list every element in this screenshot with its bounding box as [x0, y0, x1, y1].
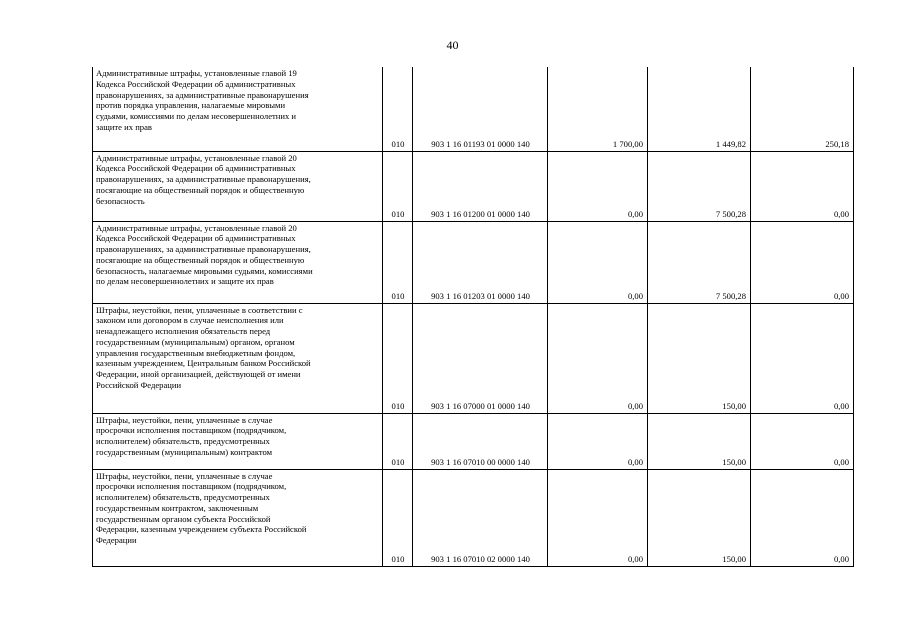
row-approved-cell: 0,00: [548, 469, 648, 566]
row-line-code-cell: 010: [383, 151, 413, 221]
row-approved-cell: 0,00: [548, 151, 648, 221]
row-name-cell: Административные штрафы, установленные главой 20 Кодекса Российской Федерации об административных правонарушениях, за административные правонарушения, посягающие на общественный порядок и общественную безопасность, налагаемые мировыми судьями, комиссиями по делам несовершеннолетних и защите их прав: [93, 221, 383, 303]
row-unexecuted-cell: 0,00: [751, 221, 854, 303]
row-name-cell: Штрафы, неустойки, пени, уплаченные в случае просрочки исполнения поставщиком (подрядчиком, исполнителем) обязательств, предусмотренных государственным контрактом, заключенным государственным органом субъекта Российской Федерации, казенным учреждением субъекта Российской Федерации: [93, 469, 383, 566]
row-name-cell: Штрафы, неустойки, пени, уплаченные в случае просрочки исполнения поставщиком (подрядчиком, исполнителем) обязательств, предусмотренных государственным (муниципальным) контрактом: [93, 413, 383, 469]
row-line-code-cell: 010: [383, 413, 413, 469]
row-unexecuted-cell: 0,00: [751, 303, 854, 413]
row-unexecuted-cell: 0,00: [751, 413, 854, 469]
row-budget-code-cell: 903 1 16 01200 01 0000 140: [413, 151, 548, 221]
row-budget-code-cell: 903 1 16 01193 01 0000 140: [413, 67, 548, 151]
row-line-code-cell: 010: [383, 67, 413, 151]
row-executed-cell: 150,00: [648, 469, 751, 566]
table-row: [93, 221, 854, 303]
table-row: [93, 151, 854, 221]
row-unexecuted-cell: 0,00: [751, 469, 854, 566]
table-row: [93, 413, 854, 469]
revenue-table: [92, 67, 854, 567]
row-line-code-cell: 010: [383, 469, 413, 566]
row-approved-cell: 0,00: [548, 413, 648, 469]
row-approved-cell: 0,00: [548, 303, 648, 413]
row-executed-cell: 7 500,28: [648, 151, 751, 221]
row-approved-cell: 1 700,00: [548, 67, 648, 151]
row-line-code-cell: 010: [383, 303, 413, 413]
row-executed-cell: 1 449,82: [648, 67, 751, 151]
row-budget-code-cell: 903 1 16 07000 01 0000 140: [413, 303, 548, 413]
row-executed-cell: 150,00: [648, 303, 751, 413]
row-line-code-cell: 010: [383, 221, 413, 303]
row-name-cell: Административные штрафы, установленные главой 20 Кодекса Российской Федерации об административных правонарушениях, за административные правонарушения, посягающие на общественный порядок и общественную безопасность: [93, 151, 383, 221]
row-executed-cell: 7 500,28: [648, 221, 751, 303]
table-row: [93, 303, 854, 413]
row-budget-code-cell: 903 1 16 07010 00 0000 140: [413, 413, 548, 469]
row-executed-cell: 150,00: [648, 413, 751, 469]
table-row: [93, 469, 854, 566]
page-number: 40: [446, 38, 459, 52]
row-approved-cell: 0,00: [548, 221, 648, 303]
row-unexecuted-cell: 0,00: [751, 151, 854, 221]
row-name-cell: Штрафы, неустойки, пени, уплаченные в соответствии с законом или договором в случае неисполнения или ненадлежащего исполнения обязательств перед государственным (муниципальным) органом, органом управления государственным внебюджетным фондом, казенным учреждением, Центральным банком Российской Федерации, иной организацией, действующей от имени Российской Федерации: [93, 303, 383, 413]
row-name-cell: Административные штрафы, установленные главой 19 Кодекса Российской Федерации об административных правонарушениях, за административные правонарушения против порядка управления, налагаемые мировыми судьями, комиссиями по делам несовершеннолетних и защите их прав: [93, 67, 383, 151]
row-unexecuted-cell: 250,18: [751, 67, 854, 151]
row-budget-code-cell: 903 1 16 07010 02 0000 140: [413, 469, 548, 566]
row-budget-code-cell: 903 1 16 01203 01 0000 140: [413, 221, 548, 303]
table-row: [93, 67, 854, 151]
